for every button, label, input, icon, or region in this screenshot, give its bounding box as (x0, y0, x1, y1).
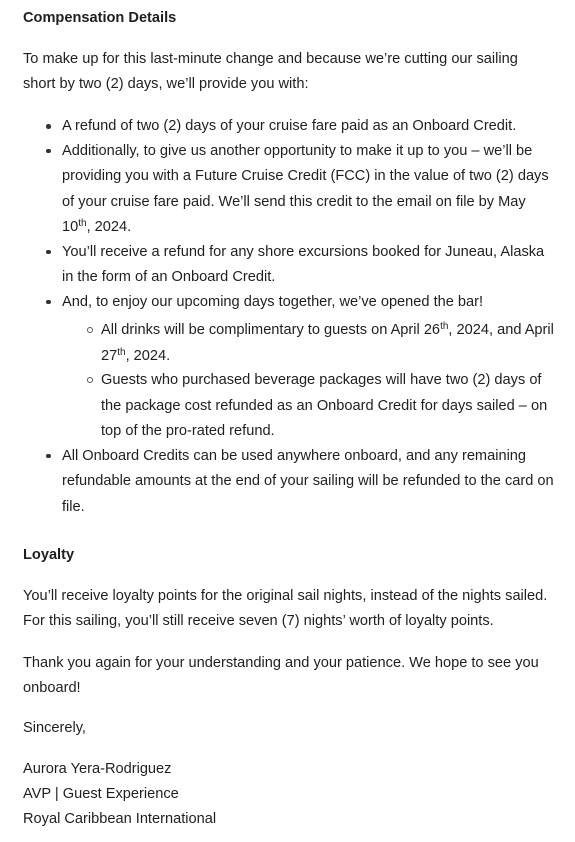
signoff: Sincerely, (23, 720, 86, 736)
thanks-text: Thank you again for your understanding and your patience. We hope to see you onboard! (23, 655, 539, 696)
signer-company: Royal Caribbean International (23, 811, 217, 827)
list-item: All drinks will be complimentary to guests on April 26th, 2024, and April 27th, 2024. (62, 318, 558, 369)
list-item: Additionally, to give us another opportunity to make it up to you – we’ll be providing you with a Future Cruise Credit (FCC) in the value of two (2) days of your cruise fare paid. We’ll send this credit to the email on file by May 10th, 2024. (23, 139, 558, 241)
list-item: And, to enjoy our upcoming days together, we’ve opened the bar! All drinks will be complimentary to guests on April 26th, 2024, and April 27th, 2024. Guests who purchased beverage packages will have two (2) days of the package cost refunded as an Onboard Credit for days sailed – on top of the pro-rated refund. (23, 290, 558, 445)
list-item: A refund of two (2) days of your cruise fare paid as an Onboard Credit. (23, 114, 558, 140)
compensation-list (23, 114, 558, 520)
list-item: Guests who purchased beverage packages will have two (2) days of the package cost refunded as an Onboard Credit for days sailed – on top of the pro-rated refund. (62, 368, 558, 445)
compensation-intro: To make up for this last-minute change and because we’re cutting our sailing short by two (2) days, we’ll provide you with: (23, 51, 518, 92)
loyalty-heading: Loyalty (23, 547, 75, 563)
list-item: All Onboard Credits can be used anywhere onboard, and any remaining refundable amounts at the end of your sailing will be refunded to the card on file. (23, 444, 558, 521)
list-item: You’ll receive a refund for any shore excursions booked for Juneau, Alaska in the form of an Onboard Credit. (23, 240, 558, 291)
bar-sublist (62, 318, 558, 445)
signer-title: AVP | Guest Experience (23, 786, 179, 802)
signer-name: Aurora Yera-Rodriguez (23, 761, 172, 777)
compensation-heading: Compensation Details (23, 10, 177, 26)
loyalty-text: You’ll receive loyalty points for the original sail nights, instead of the nights sailed. For this sailing, you’ll still receive seven (7) nights’ worth of loyalty points. (23, 588, 548, 629)
